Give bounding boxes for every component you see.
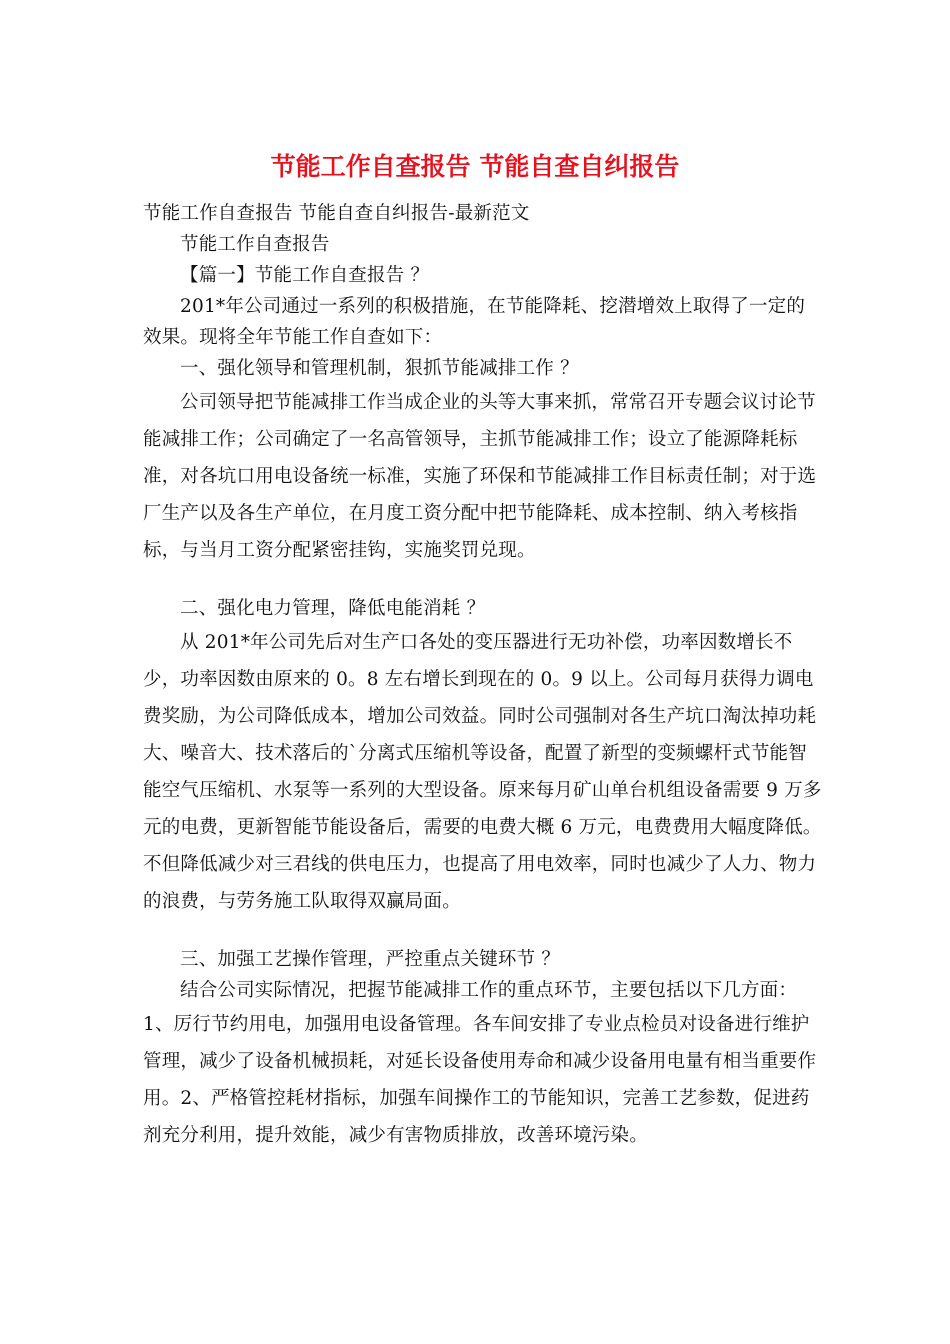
paragraph-gap <box>143 569 823 593</box>
section2-heading: 二、强化电力管理，降低电能消耗 ？ <box>180 598 486 619</box>
intro-paragraph: 201*年公司通过一系列的积极措施，在节能降耗、挖潜增效上取得了一定的效果。现将全年节能工作自查如下： <box>143 296 806 348</box>
section1-paragraph: 公司领导把节能减排工作当成企业的头等大事来抓，常常召开专题会议讨论节能减排工作；公司确定了一名高管领导，主抓节能减排工作；设立了能源降耗标准，对各坑口用电设备统一标准，实施了环保和节能减排工作目标责任制；对于选厂生产以及各生产单位，在月度工资分配中把节能降耗、成本控制、纳入考核指标，与当月工资分配紧密挂钩，实施奖罚兑现。 <box>143 392 817 561</box>
paragraph-gap <box>143 920 823 944</box>
document-body <box>143 198 823 1154</box>
document-heading: 节能工作自查报告 <box>180 234 330 255</box>
section3-paragraph: 1、厉行节约用电，加强用电设备管理。各车间安排了专业点检员对设备进行维护管理，减少了设备机械损耗，对延长设备使用寿命和减少设备用电量有相当重要作用。2、严格管控耗材指标，加强车间操作工的节能知识，完善工艺参数，促进药剂充分利用，提升效能，减少有害物质排放，改善环境污染。 <box>143 1014 817 1146</box>
section1-heading: 一、强化领导和管理机制，狠抓节能减排工作 ？ <box>180 358 579 379</box>
section2-paragraph: 从 201*年公司先后对生产口各处的变压器进行无功补偿，功率因数增长不少，功率因数由原来的 0。8 左右增长到现在的 0。9 以上。公司每月获得力调电费奖励，为公司降低成本，增加公司效益。同时公司强制对各生产坑口淘汰掉功耗大、噪音大、技术落后的`分离式压缩机等设备，配置了新型的变频螺杆式节能智能空气压缩机、水泵等一系列的大型设备。原来每月矿山单台机组设备需要 9 万多元的电费，更新智能节能设备后，需要的电费大概 6 万元，电费费用大幅度降低。不但降低减少对三君线的供电压力，也提高了用电效率，同时也减少了人力、物力的浪费，与劳务施工队取得双赢局面。 <box>143 632 822 912</box>
part-label: 【篇一】节能工作自查报告 ？ <box>180 265 430 286</box>
section3-intro: 结合公司实际情况，把握节能减排工作的重点环节，主要包括以下几方面： <box>180 980 798 1001</box>
section3-heading: 三、加强工艺操作管理，严控重点关键环节 ？ <box>180 949 561 970</box>
document-title: 节能工作自查报告 节能自查自纠报告 <box>270 152 680 181</box>
document-subtitle: 节能工作自查报告 节能自查自纠报告-最新范文 <box>143 203 530 224</box>
